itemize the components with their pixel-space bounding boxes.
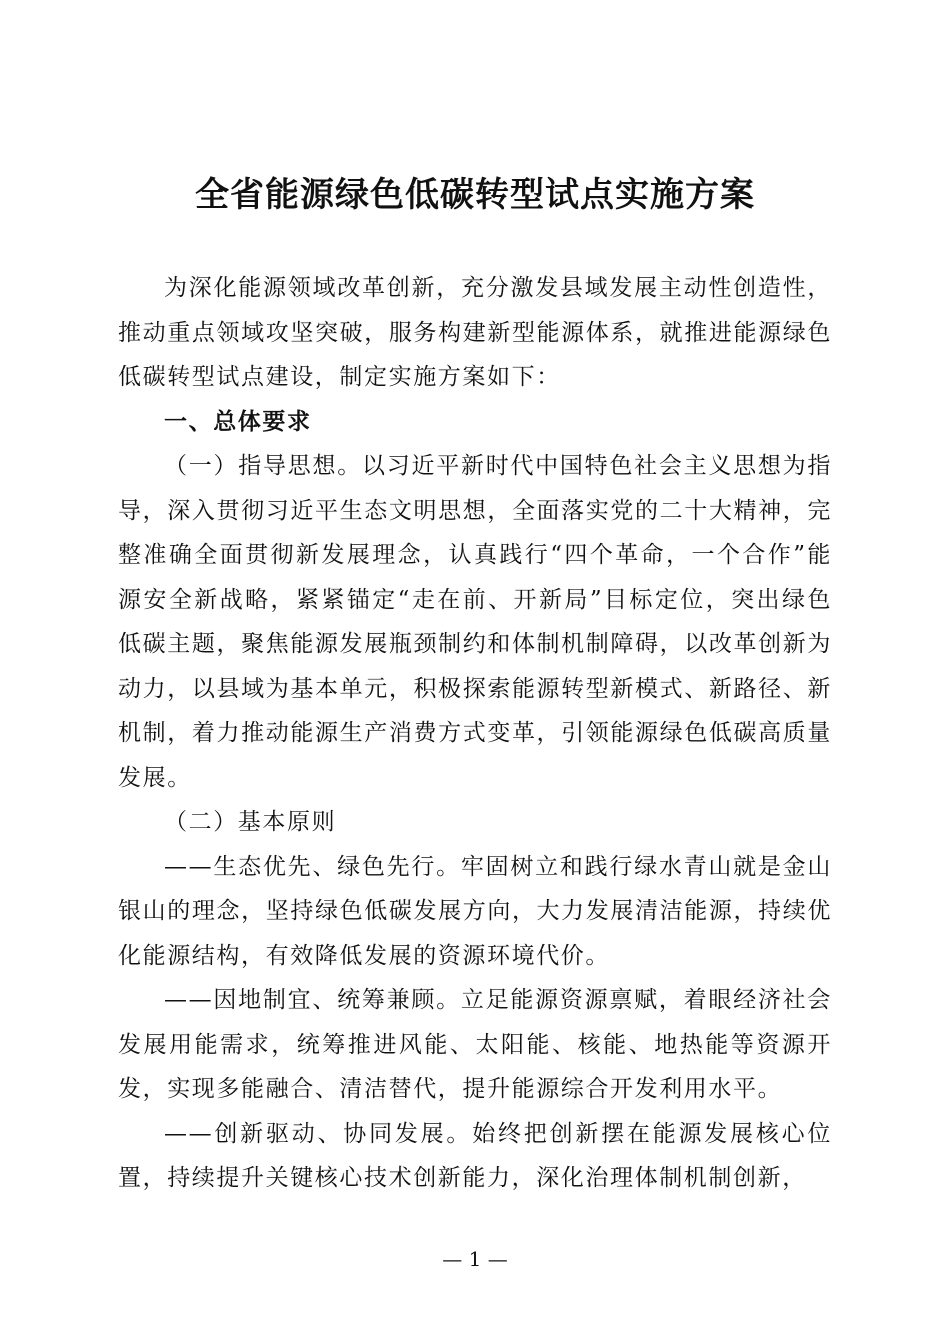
principle-text: 牢固树立和践行绿水青山就是金山银山的理念，坚持绿色低碳发展方向，大力发展清洁能源，持续优化能源结构，有效降低发展的资源环境代价。 bbox=[118, 853, 833, 969]
guiding-ideology-lead: （一）指导思想。 bbox=[164, 453, 362, 479]
intro-paragraph: 为深化能源领域改革创新，充分激发县域发展主动性创造性，推动重点领域攻坚突破，服务构建新型能源体系，就推进能源绿色低碳转型试点建设，制定实施方案如下： bbox=[118, 275, 832, 390]
principle-lead: ——创新驱动、协同发展。 bbox=[164, 1120, 473, 1147]
page-number: — 1 — bbox=[442, 1247, 508, 1271]
principle-paragraph-ecology bbox=[118, 845, 832, 979]
document-title: 全省能源绿色低碳转型试点实施方案 bbox=[195, 175, 755, 215]
principle-paragraph-innovation bbox=[118, 1112, 832, 1201]
principle-lead: ——因地制宜、统筹兼顾。 bbox=[164, 987, 461, 1013]
principle-lead: ——生态优先、绿色先行。 bbox=[164, 853, 461, 880]
principle-text: 始终把创新摆在能源发展核心位置，持续提升关键核心技术创新能力，深化治理体制机制创新， bbox=[118, 1120, 832, 1191]
section-heading-overall-requirements: 一、总体要求 bbox=[164, 407, 312, 435]
principle-text: 立足能源资源禀赋，着眼经济社会发展用能需求，统筹推进风能、太阳能、核能、地热能等资源开发，实现多能融合、清洁替代，提升能源综合开发利用水平。 bbox=[118, 987, 833, 1102]
subsection-heading-basic-principles: （二）基本原则 bbox=[164, 809, 337, 835]
guiding-ideology-paragraph bbox=[118, 444, 832, 800]
principle-paragraph-local-conditions bbox=[118, 978, 832, 1112]
document-body bbox=[118, 266, 832, 1201]
guiding-ideology-text: 以习近平新时代中国特色社会主义思想为指导，深入贯彻习近平生态文明思想，全面落实党的二十大精神，完整准确全面贯彻新发展理念，认真践行“四个革命，一个合作”能源安全新战略，紧紧锚定“走在前、开新局”目标定位，突出绿色低碳主题，聚焦能源发展瓶颈制约和体制机制障碍，以改革创新为动力，以县域为基本单元，积极探索能源转型新模式、新路径、新机制，着力推动能源生产消费方式变革，引领能源绿色低碳高质量发展。 bbox=[118, 453, 832, 791]
